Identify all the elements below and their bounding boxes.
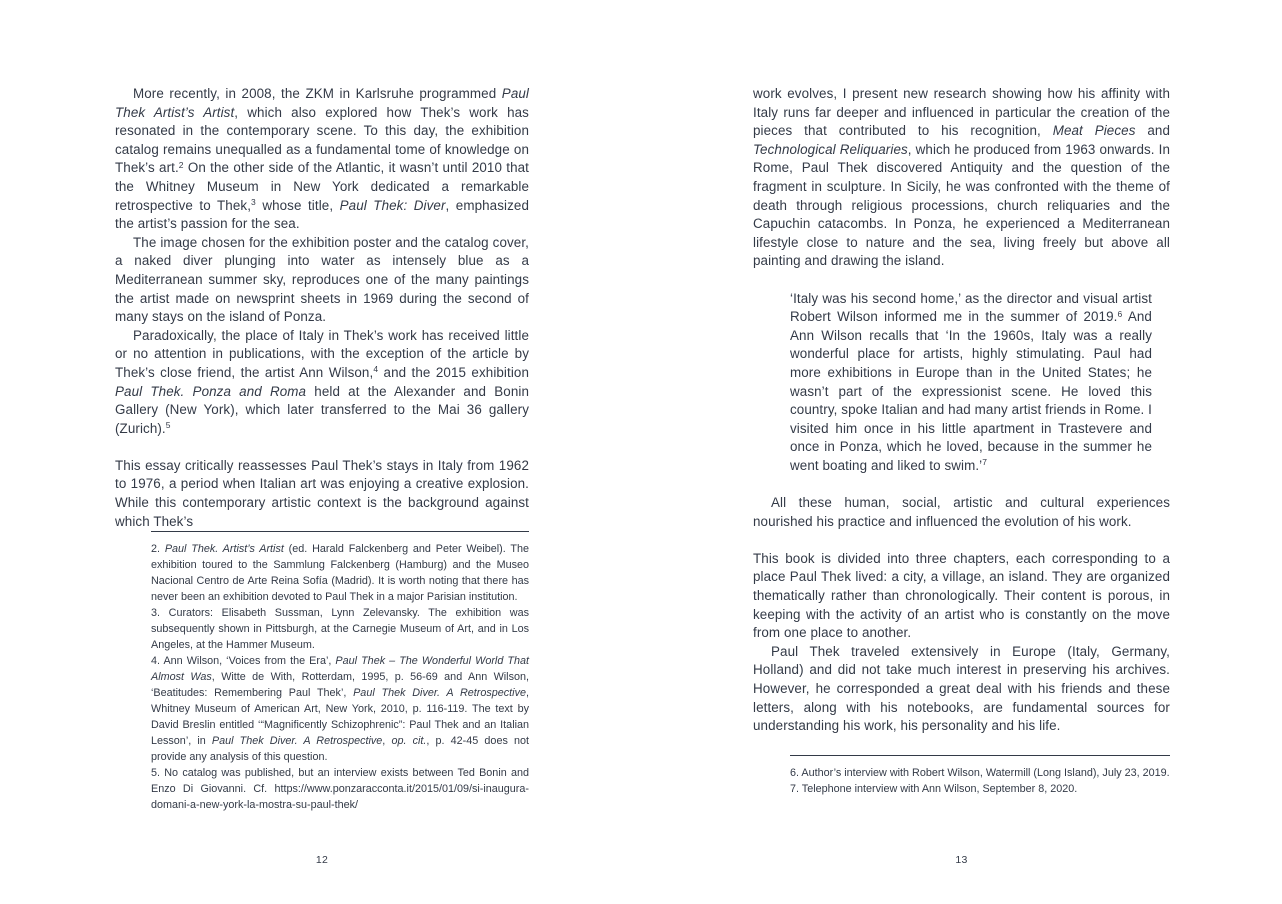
page-left: [115, 0, 529, 904]
footnote-rule: [790, 755, 1170, 756]
text-run: held at the Alexander and Bonin Gallery (New York), which later transferred to the Mai 36 gallery (Zurich).: [115, 383, 529, 436]
paragraph: [115, 234, 529, 327]
paragraph: [115, 327, 529, 439]
text-run: All these human, social, artistic and cultural experiences nourished his practice and influenced the evolution of his work.: [753, 495, 1170, 529]
footnote: [790, 765, 1170, 781]
text-run: The image chosen for the exhibition poster and the catalog cover, a naked diver plunging into water as intensely blue as a Mediterranean summer sky, reproduces one of the many paintings the artist made on newsprint sheets in 1969 during the second of many stays on the island of Ponza.: [115, 234, 529, 325]
text-run: And Ann Wilson recalls that ‘In the 1960s, Italy was a really wonderful place for artists, highly stimulating. Paul had more exhibitions in Europe than in the United States; he wasn’t part of the expressionist scene. He loved this country, spoke Italian and had many artist friends in Rome. I visited him once in his little apartment in Trastevere and once in Ponza, which he loved, because in the summer he went boating and liked to swim.’: [790, 309, 1152, 473]
text-run: and the 2015 exhibition: [378, 364, 530, 380]
paragraph: [115, 457, 529, 531]
left-footnote-list: [151, 541, 529, 813]
italic-text: Paul Thek – The Wonderful World That Almost Was: [151, 655, 529, 683]
text-run: ,: [382, 735, 392, 747]
text-run: This book is divided into three chapters, each corresponding to a place Paul Thek lived: a city, a village, an island. They are organized thematically rather than chronologically. Their content is porous, in keeping with the activity of an artist who is constantly on the move from one place to another.: [753, 550, 1170, 641]
italic-text: Paul Thek Artist’s Artist: [115, 86, 529, 120]
text-run: (ed. Harald Falckenberg and Peter Weibel). The exhibition toured to the Sammlung Falckenberg (Hamburg) and the Museo Nacional Centro de Arte Reina Sofía (Madrid). It is worth noting that there has never been an exhibition devoted to Paul Thek in a major Parisian institution.: [151, 543, 529, 603]
right-footnotes: [790, 755, 1170, 797]
block-quote: [790, 290, 1152, 476]
text-run: , p. 42-45 does not provide any analysis of this question.: [151, 735, 529, 763]
right-footnote-list: [790, 765, 1170, 797]
italic-text: Paul Thek Diver. A Retrospective: [353, 687, 526, 699]
footnote: [790, 781, 1170, 797]
text-run: work evolves, I present new research showing how his affinity with Italy runs far deeper and influenced in particular the creation of the pieces that contributed to his recognition,: [753, 86, 1170, 139]
text-run: 6. Author’s interview with Robert Wilson, Watermill (Long Island), July 23, 2019.: [790, 767, 1170, 779]
text-run: 3. Curators: Elisabeth Sussman, Lynn Zelevansky. The exhibition was subsequently shown in Pittsburgh, at the Carnegie Museum of Art, and in Los Angeles, at the Hammer Museum.: [151, 607, 529, 651]
paragraph: [753, 494, 1170, 531]
text-run: ‘Italy was his second home,’ as the director and visual artist Robert Wilson informed me in the summer of 2019.: [790, 290, 1152, 325]
italic-text: op. cit.: [391, 735, 427, 747]
text-run: 4. Ann Wilson, ‘Voices from the Era’,: [151, 655, 336, 667]
text-run: whose title,: [255, 197, 340, 213]
left-footnotes: [151, 531, 529, 813]
italic-text: Meat Pieces: [1052, 123, 1136, 139]
left-body-text: [115, 85, 529, 531]
footnote-ref: 4: [373, 364, 379, 375]
italic-text: Technological Reliquaries: [753, 141, 908, 157]
footnote: [151, 653, 529, 765]
text-run: and: [1135, 123, 1170, 139]
italic-text: Paul Thek. Ponza and Roma: [115, 383, 307, 399]
footnote: [151, 541, 529, 605]
footnote-ref: 6: [1117, 308, 1123, 319]
text-run: 5. No catalog was published, but an interview exists between Ted Bonin and Enzo Di Giovanni. Cf. https://www.ponzaracconta.it/2015/01/09/si-inaugura-domani-a-new-york-la-mostra-su-paul-thek/: [151, 767, 529, 811]
paragraph: [115, 85, 529, 234]
footnote: [151, 765, 529, 813]
text-run: 2.: [151, 543, 165, 555]
text-run: Paradoxically, the place of Italy in Thek’s work has received little or no attention in publications, with the exception of the article by Thek’s close friend, the artist Ann Wilson,: [115, 327, 529, 380]
paragraph: [753, 85, 1170, 271]
right-body-text: [753, 85, 1170, 736]
text-run: 7. Telephone interview with Ann Wilson, September 8, 2020.: [790, 783, 1078, 795]
footnote-ref: 5: [165, 420, 171, 431]
footnote: [151, 605, 529, 653]
text-run: More recently, in 2008, the ZKM in Karlsruhe programmed: [133, 86, 502, 101]
right-page-number: 13: [955, 854, 968, 866]
paragraph: [753, 550, 1170, 643]
paragraph: [753, 643, 1170, 736]
footnote-ref: 7: [982, 457, 988, 468]
text-run: , emphasized the artist’s passion for the sea.: [115, 197, 529, 232]
footnote-ref: 2: [178, 159, 184, 170]
text-run: , Whitney Museum of American Art, New York, 2010, p. 116-119. The text by David Breslin entitled ‘“Magnificently Schizophrenic”: Paul Thek and an Italian Lesson’, in: [151, 687, 529, 747]
text-run: , which he produced from 1963 onwards. In Rome, Paul Thek discovered Antiquity and the question of the fragment in sculpture. In Sicily, he was confronted with the theme of death through religious processions, church reliquaries and the Capuchin catacombs. In Ponza, he experienced a Mediterranean lifestyle close to nature and the sea, living freely but above all painting and drawing the island.: [753, 141, 1170, 269]
text-run: This essay critically reassesses Paul Thek’s stays in Italy from 1962 to 1976, a period when Italian art was enjoying a creative explosion. While this contemporary artistic context is the background against which Thek’s: [115, 457, 529, 529]
left-page-number: 12: [315, 854, 329, 866]
footnote-rule: [151, 531, 529, 532]
text-run: , which also explored how Thek’s work has resonated in the contemporary scene. To this day, the exhibition catalog remains unequalled as a fundamental tome of knowledge on Thek’s art.: [115, 104, 529, 176]
italic-text: Paul Thek. Artist’s Artist: [164, 543, 284, 555]
text-run: , Witte de With, Rotterdam, 1995, p. 56-69 and Ann Wilson, ‘Beatitudes: Remembering Paul Thek’,: [151, 671, 529, 699]
footnote-ref: 3: [251, 197, 256, 208]
text-run: On the other side of the Atlantic, it wasn’t until 2010 that the Whitney Museum in New York dedicated a remarkable retrospective to Thek,: [115, 160, 529, 213]
italic-text: Paul Thek Diver. A Retrospective: [211, 735, 383, 747]
italic-text: Paul Thek: Diver: [339, 197, 446, 213]
page-right: [753, 0, 1170, 904]
text-run: Paul Thek traveled extensively in Europe (Italy, Germany, Holland) and did not take much interest in preserving his archives. However, he corresponded a great deal with his friends and these letters, along with his notebooks, are fundamental sources for understanding his work, his personality and his life.: [753, 643, 1170, 734]
